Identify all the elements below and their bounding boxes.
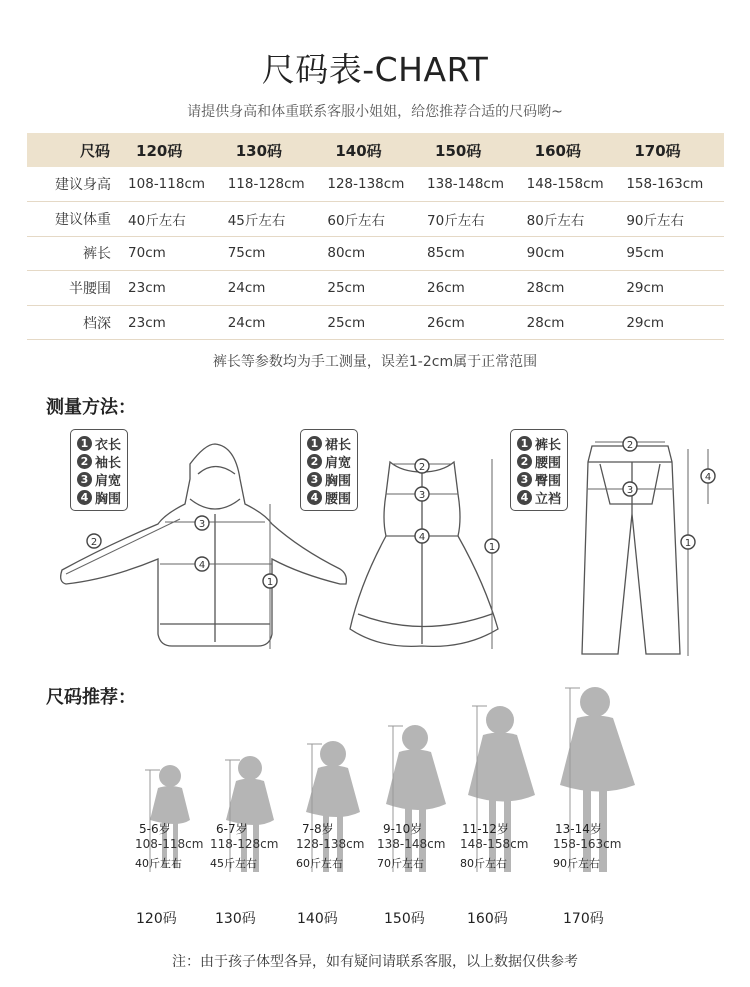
recommend-item <box>460 820 528 871</box>
number-icon: 3 <box>307 472 322 487</box>
legend-label: 裤长 <box>535 437 562 453</box>
legend-label: 衣长 <box>95 437 122 453</box>
size-label: 170码 <box>563 911 604 927</box>
legend-label: 腰围 <box>325 491 352 507</box>
legend-item <box>307 488 351 506</box>
garment-illustrations <box>40 424 730 674</box>
table-cell: 70斤左右 <box>425 202 525 237</box>
size-label: 130码 <box>215 911 256 927</box>
table-cell: 95cm <box>624 236 724 271</box>
legend-item <box>77 452 121 470</box>
table-cell: 80cm <box>325 236 425 271</box>
table-cell: 85cm <box>425 236 525 271</box>
legend-label: 肩宽 <box>325 455 352 471</box>
table-cell: 75cm <box>226 236 326 271</box>
row-label: 档深 <box>27 305 126 340</box>
table-cell: 26cm <box>425 271 525 306</box>
marker-3: 3 <box>418 490 426 501</box>
number-icon: 4 <box>77 490 92 505</box>
table-cell: 138-148cm <box>425 167 525 202</box>
height-label: 128-138cm <box>296 837 365 851</box>
table-cell: 29cm <box>624 305 724 340</box>
marker-2: 2 <box>90 537 98 548</box>
pants-legend <box>510 429 568 511</box>
page-title: 尺码表-CHART <box>261 50 489 89</box>
legend-item <box>517 434 561 452</box>
table-header-cell: 130码 <box>226 133 326 167</box>
table-cell: 24cm <box>226 305 326 340</box>
silhouettes <box>0 680 750 910</box>
marker-4: 4 <box>704 472 712 483</box>
disclaimer-note: 注：由于孩子体型各异，如有疑问请联系客服，以上数据仅供参考 <box>172 954 578 970</box>
height-label: 148-158cm <box>460 837 529 851</box>
marker-2: 2 <box>418 462 426 473</box>
marker-3: 3 <box>198 519 206 530</box>
recommend-item <box>377 820 445 871</box>
legend-label: 胸围 <box>325 473 352 489</box>
legend-item <box>307 470 351 488</box>
table-cell: 23cm <box>126 271 226 306</box>
table-row <box>27 236 724 271</box>
table-header-cell: 尺码 <box>27 133 126 167</box>
table-cell: 40斤左右 <box>126 202 226 237</box>
marker-2: 2 <box>626 440 634 451</box>
page-subtitle: 请提供身高和体重联系客服小姐姐，给您推荐合适的尺码哟~ <box>187 104 563 120</box>
height-label: 138-148cm <box>377 837 446 851</box>
table-header-cell: 160码 <box>525 133 625 167</box>
legend-item <box>77 434 121 452</box>
legend-item <box>77 488 121 506</box>
marker-3: 3 <box>626 485 634 496</box>
recommend-item <box>210 820 278 871</box>
table-header-cell: 140码 <box>325 133 425 167</box>
row-label: 建议体重 <box>27 202 126 237</box>
row-label: 裤长 <box>27 236 126 271</box>
number-icon: 2 <box>307 454 322 469</box>
weight-label: 40斤左右 <box>135 857 182 870</box>
number-icon: 3 <box>77 472 92 487</box>
marker-4: 4 <box>198 560 206 571</box>
legend-label: 袖长 <box>95 455 122 471</box>
legend-label: 肩宽 <box>95 473 122 489</box>
table-cell: 60斤左右 <box>325 202 425 237</box>
table-cell: 70cm <box>126 236 226 271</box>
marker-1: 1 <box>266 577 274 588</box>
table-cell: 80斤左右 <box>525 202 625 237</box>
jacket-markers <box>87 516 277 588</box>
table-cell: 24cm <box>226 271 326 306</box>
dress-legend <box>300 429 358 511</box>
legend-item <box>307 434 351 452</box>
legend-item <box>517 452 561 470</box>
table-cell: 45斤左右 <box>226 202 326 237</box>
number-icon: 4 <box>517 490 532 505</box>
legend-label: 胸围 <box>95 491 122 507</box>
row-label: 半腰围 <box>27 271 126 306</box>
legend-label: 腰围 <box>535 455 562 471</box>
table-cell: 118-128cm <box>226 167 326 202</box>
recommend-item <box>135 820 203 871</box>
table-header-cell: 120码 <box>126 133 226 167</box>
table-row <box>27 202 724 237</box>
measurement-diagram <box>40 424 730 674</box>
legend-item <box>77 470 121 488</box>
table-cell: 128-138cm <box>325 167 425 202</box>
legend-label: 臀围 <box>535 473 562 489</box>
number-icon: 2 <box>77 454 92 469</box>
jacket-measure-lines <box>66 504 272 649</box>
age-label: 5-6岁 <box>139 822 171 836</box>
recommend-item <box>553 820 621 871</box>
legend-item <box>517 470 561 488</box>
legend-item <box>307 452 351 470</box>
legend-label: 立裆 <box>535 491 562 507</box>
recommend-heading: 尺码推荐： <box>46 687 136 708</box>
height-label: 118-128cm <box>210 837 279 851</box>
legend-label: 裙长 <box>325 437 352 453</box>
row-label: 建议身高 <box>27 167 126 202</box>
legend-item <box>517 488 561 506</box>
table-cell: 23cm <box>126 305 226 340</box>
pants-markers <box>623 437 715 549</box>
table-cell: 29cm <box>624 271 724 306</box>
number-icon: 1 <box>517 436 532 451</box>
age-label: 13-14岁 <box>555 822 602 836</box>
table-cell: 90cm <box>525 236 625 271</box>
age-label: 9-10岁 <box>383 822 423 836</box>
size-label: 150码 <box>384 911 425 927</box>
table-header-row <box>27 133 724 167</box>
jacket-legend <box>70 429 128 511</box>
table-cell: 158-163cm <box>624 167 724 202</box>
table-cell: 26cm <box>425 305 525 340</box>
weight-label: 90斤左右 <box>553 857 600 870</box>
measurement-note: 裤长等参数均为手工测量，误差1-2cm属于正常范围 <box>212 354 538 370</box>
size-label: 140码 <box>297 911 338 927</box>
table-cell: 28cm <box>525 271 625 306</box>
age-label: 11-12岁 <box>462 822 509 836</box>
table-cell: 25cm <box>325 271 425 306</box>
table-cell: 148-158cm <box>525 167 625 202</box>
table-cell: 25cm <box>325 305 425 340</box>
table-row <box>27 271 724 306</box>
number-icon: 3 <box>517 472 532 487</box>
measure-heading: 测量方法： <box>46 397 136 418</box>
weight-label: 70斤左右 <box>377 857 424 870</box>
weight-label: 80斤左右 <box>460 857 507 870</box>
number-icon: 1 <box>307 436 322 451</box>
size-chart-table <box>27 133 724 340</box>
age-label: 6-7岁 <box>216 822 248 836</box>
pants-drawing <box>582 446 680 654</box>
table-cell: 108-118cm <box>126 167 226 202</box>
dress-markers <box>415 459 499 553</box>
weight-label: 60斤左右 <box>296 857 343 870</box>
table-header-cell: 170码 <box>624 133 724 167</box>
table-cell: 28cm <box>525 305 625 340</box>
height-label: 108-118cm <box>135 837 204 851</box>
table-row <box>27 305 724 340</box>
size-label: 160码 <box>467 911 508 927</box>
table-row <box>27 167 724 202</box>
number-icon: 4 <box>307 490 322 505</box>
marker-4: 4 <box>418 532 426 543</box>
marker-1: 1 <box>488 542 496 553</box>
height-label: 158-163cm <box>553 837 622 851</box>
size-label: 120码 <box>136 911 177 927</box>
number-icon: 2 <box>517 454 532 469</box>
number-icon: 1 <box>77 436 92 451</box>
table-header-cell: 150码 <box>425 133 525 167</box>
table-cell: 90斤左右 <box>624 202 724 237</box>
recommend-item <box>296 820 364 871</box>
weight-label: 45斤左右 <box>210 857 257 870</box>
marker-1: 1 <box>684 538 692 549</box>
size-recommendation <box>0 680 750 940</box>
age-label: 7-8岁 <box>302 822 334 836</box>
dress-measure-lines <box>386 459 492 649</box>
